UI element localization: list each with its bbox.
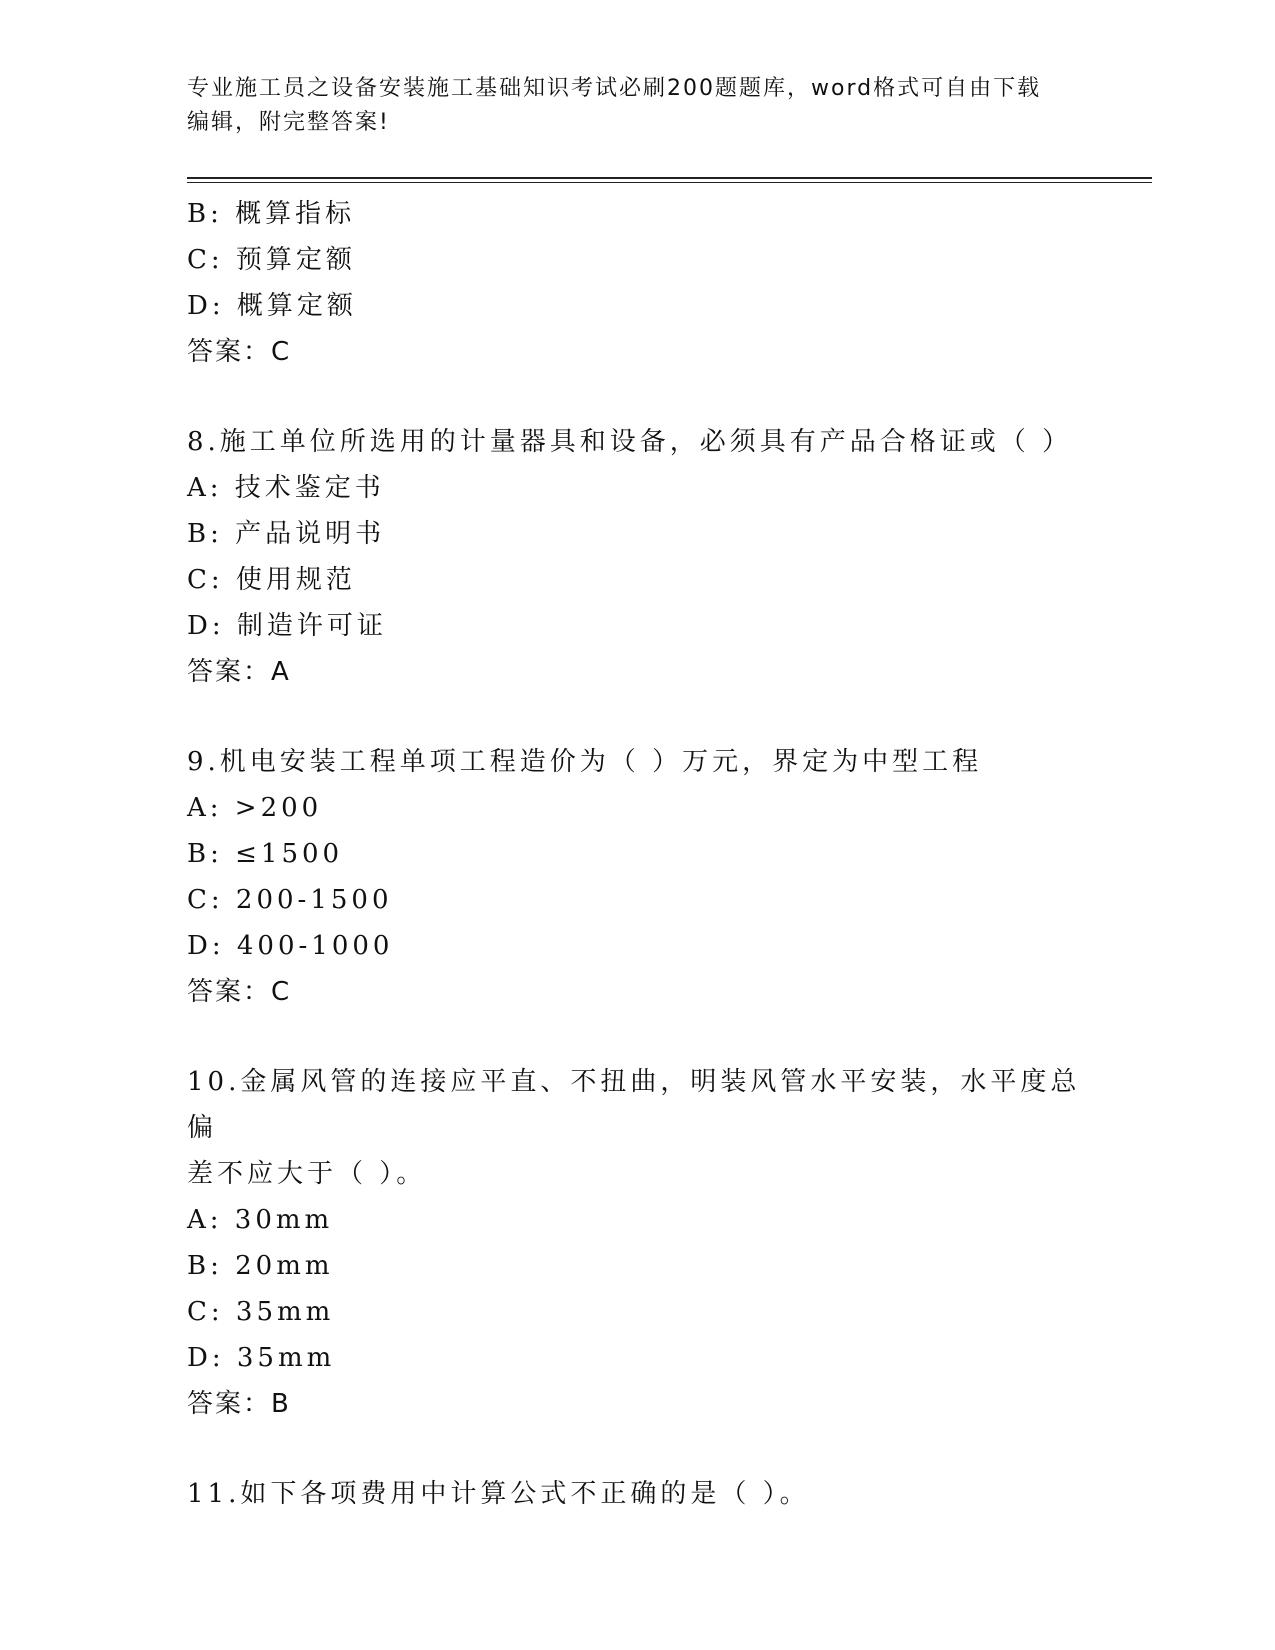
question-10 xyxy=(187,1059,1087,1427)
question-text-line-2: 差不应大于（ ）。 xyxy=(187,1159,427,1189)
question-text: 11.如下各项费用中计算公式不正确的是（ ）。 xyxy=(187,1479,810,1509)
header-divider-thin xyxy=(187,182,1152,183)
answer-line: 答案：A xyxy=(187,657,291,687)
answer-line: 答案：C xyxy=(187,337,292,367)
question-9 xyxy=(187,739,1087,1015)
header-divider-thick xyxy=(187,177,1152,179)
option-d: D: 概算定额 xyxy=(187,291,357,321)
option-b: B: 概算指标 xyxy=(187,199,356,229)
answer-line: 答案：B xyxy=(187,1389,291,1419)
option-a: A: 30mm xyxy=(187,1205,334,1235)
question-7-continuation xyxy=(187,191,1087,375)
header-line-1: 专业施工员之设备安装施工基础知识考试必刷200题题库，word格式可自由下载 xyxy=(187,76,1042,101)
option-b: B: 20mm xyxy=(187,1251,334,1281)
question-8 xyxy=(187,419,1087,695)
option-c: C: 预算定额 xyxy=(187,245,356,275)
spacer xyxy=(187,695,1087,739)
option-b: B: 产品说明书 xyxy=(187,519,386,549)
question-text-line-1: 10.金属风管的连接应平直、不扭曲，明装风管水平安装，水平度总偏 xyxy=(187,1067,1081,1143)
question-text: 8.施工单位所选用的计量器具和设备，必须具有产品合格证或（ ） xyxy=(187,427,1073,457)
option-a: A: 技术鉴定书 xyxy=(187,473,385,503)
option-b: B: ≤1500 xyxy=(187,839,344,869)
document-body xyxy=(187,191,1087,1517)
question-text: 9.机电安装工程单项工程造价为（ ）万元，界定为中型工程 xyxy=(187,747,983,777)
option-c: C: 35mm xyxy=(187,1297,335,1327)
option-c: C: 使用规范 xyxy=(187,565,356,595)
spacer xyxy=(187,1427,1087,1471)
question-11 xyxy=(187,1471,1087,1517)
option-d: D: 制造许可证 xyxy=(187,611,387,641)
option-a: A: >200 xyxy=(187,793,323,823)
document-header xyxy=(187,72,1087,140)
spacer xyxy=(187,1015,1087,1059)
header-line-2: 编辑，附完整答案! xyxy=(187,110,390,135)
option-d: D: 400-1000 xyxy=(187,931,394,961)
answer-line: 答案：C xyxy=(187,977,292,1007)
spacer xyxy=(187,375,1087,419)
option-d: D: 35mm xyxy=(187,1343,336,1373)
option-c: C: 200-1500 xyxy=(187,885,393,915)
